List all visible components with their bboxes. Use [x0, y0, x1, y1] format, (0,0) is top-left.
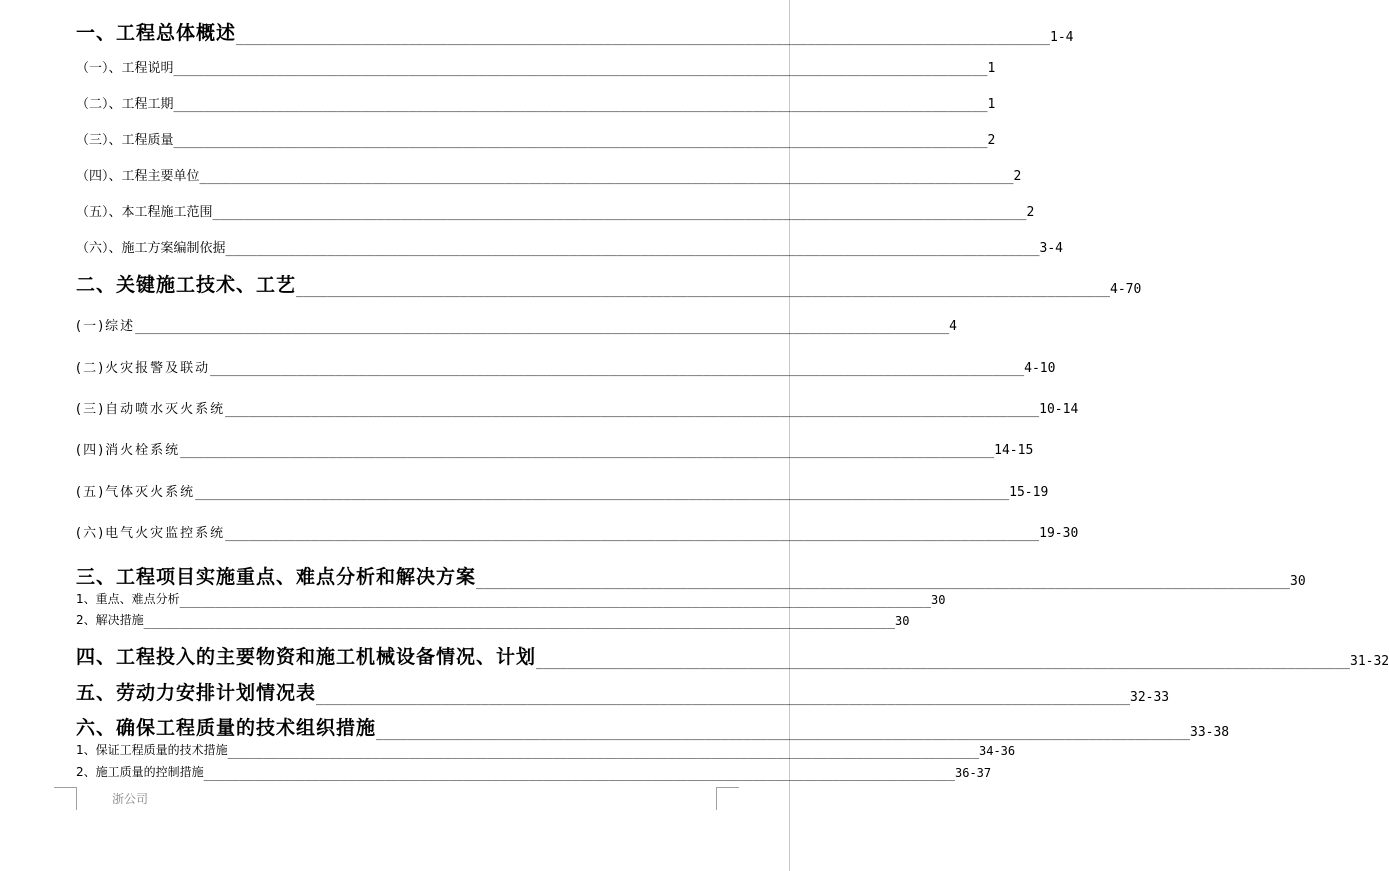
- leader-line: ________________________________________________________________________________________________________: [195, 486, 1010, 501]
- toc-entry-page: 15-19: [1009, 485, 1049, 500]
- toc-entry-label: （四）、工程主要单位: [76, 169, 200, 184]
- toc-entry[interactable]: [76, 741, 1016, 759]
- toc-entry-label: 六、确保工程质量的技术组织措施: [76, 717, 377, 739]
- leader-line: ________________________________________________________________________________________________________: [296, 283, 1110, 298]
- toc-entry-page: 4-10: [1024, 361, 1056, 376]
- toc-entry-page: 30: [931, 593, 946, 607]
- toc-entry[interactable]: [76, 93, 996, 113]
- leader-line: ________________________________________________________________________________________________________: [210, 362, 1025, 377]
- leader-line: ________________________________________________________________________________________________________: [212, 206, 1027, 221]
- leader-line: ________________________________________________________________________________________________________: [227, 745, 979, 759]
- toc-entry-page: 30: [895, 614, 910, 628]
- toc-entry-page: 2: [1013, 169, 1022, 184]
- toc-entry-label: （六）、施工方案编制依据: [76, 241, 226, 256]
- leader-line: ________________________________________________________________________________________________________: [376, 726, 1190, 741]
- leader-line: ________________________________________________________________________________________________________: [476, 575, 1290, 590]
- toc-entry[interactable]: [76, 481, 1049, 501]
- toc-entry[interactable]: [76, 763, 992, 781]
- toc-entry-page: 4-70: [1110, 282, 1142, 297]
- toc-entry[interactable]: [76, 129, 996, 149]
- toc-entry[interactable]: [76, 237, 1063, 257]
- toc-entry-page: 1-4: [1050, 30, 1074, 45]
- footer-text: 浙公司: [112, 792, 149, 806]
- toc-entry-label: 二、关键施工技术、工艺: [76, 274, 297, 296]
- toc-entry-label: 三、工程项目实施重点、难点分析和解决方案: [76, 566, 477, 588]
- toc-entry-label: (六)电气火灾监控系统: [76, 526, 226, 541]
- toc-entry-page: 10-14: [1039, 402, 1079, 417]
- toc-entry[interactable]: [76, 439, 1034, 459]
- toc-entry-label: (二)火灾报警及联动: [76, 361, 211, 376]
- toc-entry-label: (四)消火栓系统: [76, 443, 181, 458]
- margin-corner-mark: [54, 787, 77, 810]
- toc-entry-page: 33-38: [1190, 725, 1230, 740]
- toc-entry-page: 19-30: [1039, 526, 1079, 541]
- toc-entry-page: 2: [1026, 205, 1035, 220]
- leader-line: ________________________________________________________________________________________________________: [203, 767, 955, 781]
- toc-entry[interactable]: [76, 611, 910, 629]
- leader-line: ________________________________________________________________________________________________________: [536, 655, 1350, 670]
- margin-corner-mark: [716, 787, 739, 810]
- toc-entry-page: 36-37: [955, 766, 992, 780]
- toc-entry[interactable]: [76, 270, 1142, 298]
- toc-entry-page: 4: [949, 319, 957, 334]
- toc-entry-label: 四、工程投入的主要物资和施工机械设备情况、计划: [76, 646, 537, 668]
- toc-entry[interactable]: [76, 642, 1389, 670]
- toc-entry-page: 31-32: [1350, 654, 1389, 669]
- toc-entry-page: 14-15: [994, 443, 1034, 458]
- toc-entry-label: 一、工程总体概述: [76, 22, 237, 44]
- toc-entry[interactable]: [76, 357, 1056, 377]
- toc-entry-page: 1: [987, 97, 996, 112]
- toc-entry-label: （五）、本工程施工范围: [76, 205, 213, 220]
- toc-entry-label: 1、保证工程质量的技术措施: [76, 743, 228, 757]
- toc-entry[interactable]: [76, 522, 1079, 542]
- leader-line: ________________________________________________________________________________________________________: [173, 62, 988, 77]
- toc-entry[interactable]: [76, 713, 1230, 741]
- leader-line: ________________________________________________________________________________________________________: [236, 31, 1050, 46]
- toc-entry-label: 2、解决措施: [76, 613, 144, 627]
- leader-line: ________________________________________________________________________________________________________: [316, 691, 1130, 706]
- leader-line: ________________________________________________________________________________________________________: [143, 615, 895, 629]
- toc-entry-label: 2、施工质量的控制措施: [76, 765, 204, 779]
- toc-entry-page: 2: [987, 133, 996, 148]
- leader-line: ________________________________________________________________________________________________________: [225, 527, 1040, 542]
- toc-entry[interactable]: [76, 18, 1074, 46]
- toc-entry-label: （三）、工程质量: [76, 133, 174, 148]
- toc-entry-page: 34-36: [979, 744, 1016, 758]
- toc-entry-label: （二）、工程工期: [76, 97, 174, 112]
- leader-line: ________________________________________________________________________________________________________: [179, 594, 931, 608]
- toc-entry-label: 1、重点、难点分析: [76, 592, 180, 606]
- toc-entry[interactable]: [76, 562, 1306, 590]
- toc-entry-label: (一)综述: [76, 319, 136, 334]
- leader-line: ________________________________________________________________________________________________________: [199, 170, 1014, 185]
- toc-entry[interactable]: [76, 678, 1170, 706]
- leader-line: ________________________________________________________________________________________________________: [180, 444, 995, 459]
- toc-entry[interactable]: [76, 315, 957, 335]
- toc-entry[interactable]: [76, 165, 1022, 185]
- toc-entry-page: 30: [1290, 574, 1306, 589]
- toc-entry[interactable]: [76, 590, 946, 608]
- toc-entry-label: (五)气体灭火系统: [76, 485, 196, 500]
- leader-line: ________________________________________________________________________________________________________: [173, 98, 988, 113]
- toc-entry-page: 1: [987, 61, 996, 76]
- leader-line: ________________________________________________________________________________________________________: [173, 134, 988, 149]
- leader-line: ________________________________________________________________________________________________________: [225, 242, 1040, 257]
- toc-entry[interactable]: [76, 57, 996, 77]
- toc-entry-label: (三)自动喷水灭火系统: [76, 402, 226, 417]
- leader-line: ________________________________________________________________________________________________________: [135, 320, 950, 335]
- toc-entry-label: （一）、工程说明: [76, 61, 174, 76]
- toc-entry-page: 3-4: [1039, 241, 1063, 256]
- toc-entry[interactable]: [76, 398, 1079, 418]
- toc-entry-page: 32-33: [1130, 690, 1170, 705]
- toc-entry[interactable]: [76, 201, 1035, 221]
- toc-entry-label: 五、劳动力安排计划情况表: [76, 682, 317, 704]
- leader-line: ________________________________________________________________________________________________________: [225, 403, 1040, 418]
